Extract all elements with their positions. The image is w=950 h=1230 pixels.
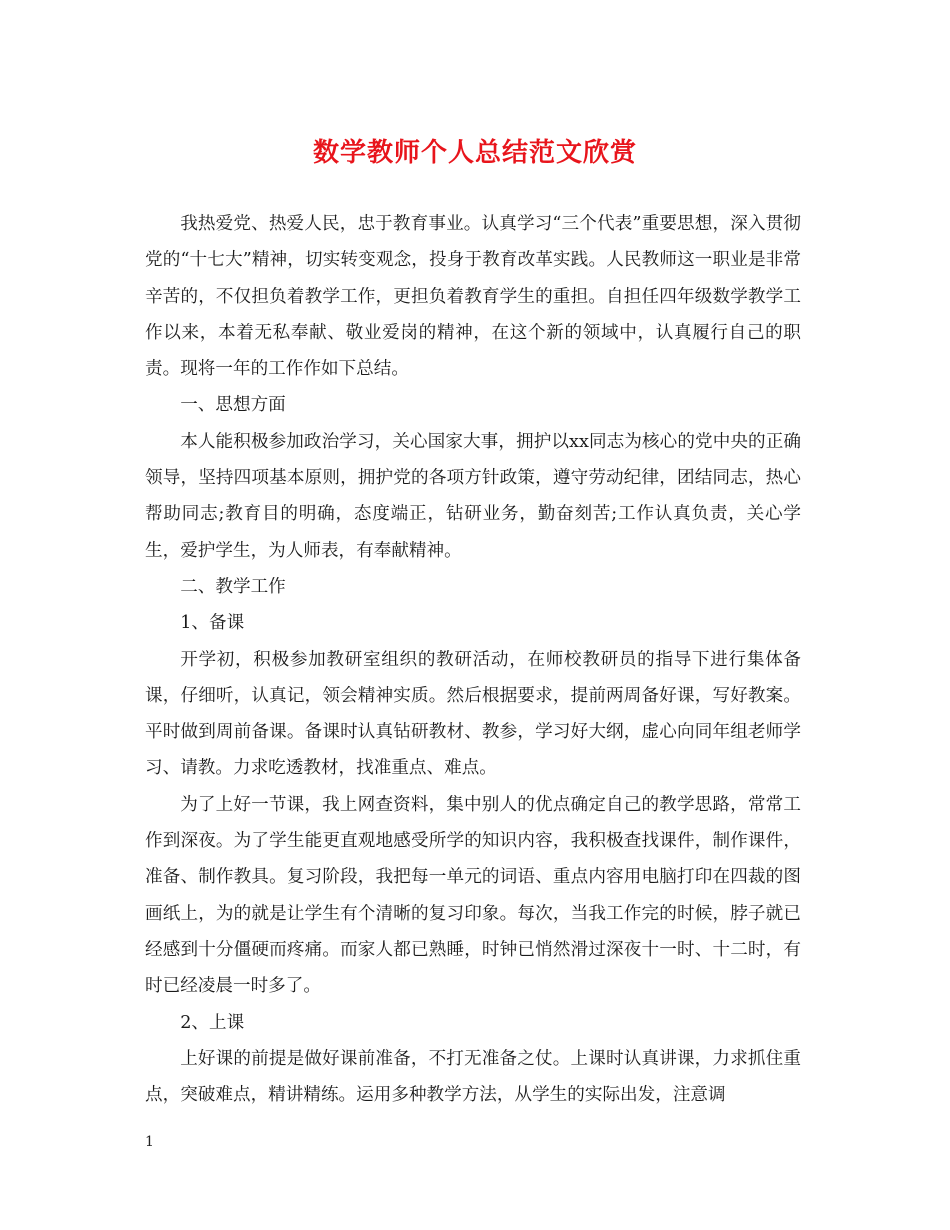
document-body — [145, 206, 801, 1113]
subsection-heading-preparation: 1、备课 — [180, 613, 245, 634]
section-heading-thought: 一、思想方面 — [180, 395, 286, 416]
paragraph-intro: 我热爱党、热爱人民，忠于教育事业。认真学习“三个代表”重要思想，深入贯彻党的“十七大”精神，切实转变观念，投身于教育改革实践。人民教师这一职业是非常辛苦的，不仅担负着教学工作，更担负着教育学生的重担。自担任四年级数学教学工作以来，本着无私奉献、敬业爱岗的精神，在这个新的领域中，认真履行自己的职责。现将一年的工作作如下总结。 — [145, 214, 801, 380]
subsection-heading-class: 2、上课 — [180, 1012, 245, 1033]
paragraph-preparation: 开学初，积极参加教研室组织的教研活动，在师校教研员的指导下进行集体备课，仔细听，认真记，领会精神实质。然后根据要求，提前两周备好课，写好教案。平时做到周前备课。备课时认真钻研教材、教参，学习好大纲，虚心向同年组老师学习、请教。力求吃透教材，找准重点、难点。 — [145, 649, 801, 779]
document-title: 数学教师个人总结范文欣赏 — [312, 138, 637, 168]
paragraph-class: 上好课的前提是做好课前准备，不打无准备之仗。上课时认真讲课，力求抓住重点，突破难点，精讲精练。运用多种教学方法，从学生的实际出发，注意调 — [145, 1048, 801, 1106]
page-number: 1 — [145, 1134, 154, 1150]
section-heading-teaching: 二、教学工作 — [180, 576, 286, 597]
paragraph-lesson-effort: 为了上好一节课，我上网查资料，集中别人的优点确定自己的教学思路，常常工作到深夜。为了学生能更直观地感受所学的知识内容，我积极查找课件，制作课件，准备、制作教具。复习阶段，我把每一单元的词语、重点内容用电脑打印在四裁的图画纸上，为的就是让学生有个清晰的复习印象。每次，当我工作完的时候，脖子就已经感到十分僵硬而疼痛。而家人都已熟睡，时钟已悄然滑过深夜十一时、十二时，有时已经凌晨一时多了。 — [145, 794, 801, 997]
paragraph-thought: 本人能积极参加政治学习，关心国家大事，拥护以xx同志为核心的党中央的正确领导，坚持四项基本原则，拥护党的各项方针政策，遵守劳动纪律，团结同志，热心帮助同志;教育目的明确，态度端正，钻研业务，勤奋刻苦;工作认真负责，关心学生，爱护学生，为人师表，有奉献精神。 — [145, 431, 801, 561]
